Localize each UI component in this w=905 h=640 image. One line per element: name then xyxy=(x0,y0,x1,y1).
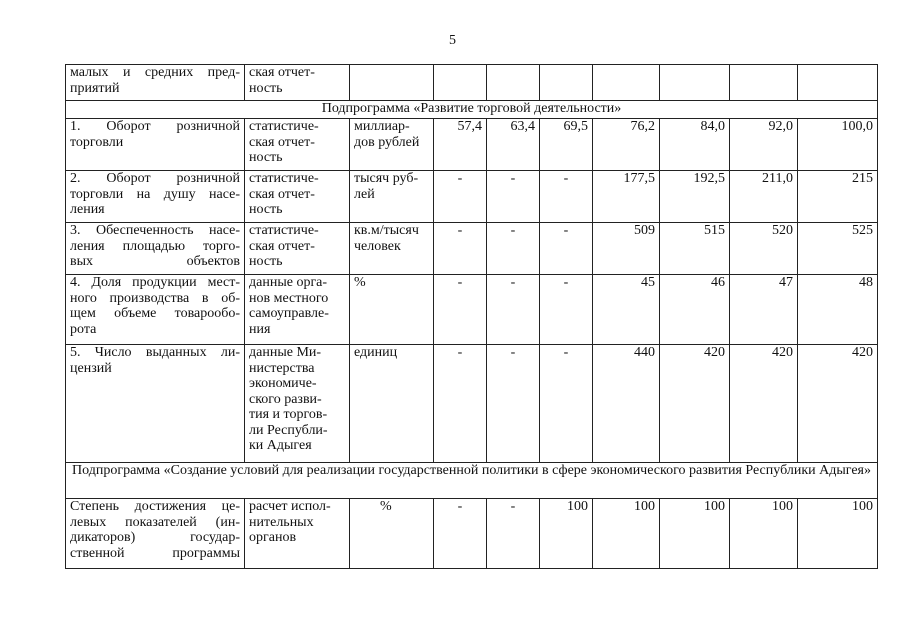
value-cell xyxy=(487,65,540,101)
unit: кв.м/тысяч человек xyxy=(350,223,434,275)
value-cell: 177,5 xyxy=(593,171,660,223)
value-cell: - xyxy=(540,171,593,223)
value-cell xyxy=(434,65,487,101)
table-row xyxy=(66,275,878,345)
value-cell: 440 xyxy=(593,345,660,463)
data-source: данные Ми- нистерства экономиче- ского разви- тия и торгов- ли Республи- ки Адыгея xyxy=(245,345,350,463)
value-cell: - xyxy=(540,223,593,275)
value-cell: 57,4 xyxy=(434,119,487,171)
data-source: расчет испол- нительных органов xyxy=(245,499,350,569)
table-row xyxy=(66,345,878,463)
value-cell: - xyxy=(434,275,487,345)
table-row xyxy=(66,65,878,101)
value-cell: 100 xyxy=(660,499,730,569)
indicator-name: 5. Число выданных ли- цензий xyxy=(66,345,245,463)
table-row xyxy=(66,223,878,275)
indicator-name: 4. Доля продукции мест- ного производства в об- щем объеме товарообо- рота xyxy=(66,275,245,345)
value-cell: 525 xyxy=(798,223,878,275)
value-cell: - xyxy=(487,223,540,275)
unit: тысяч руб- лей xyxy=(350,171,434,223)
value-cell: 100 xyxy=(730,499,798,569)
data-source: статистиче- ская отчет- ность xyxy=(245,223,350,275)
unit xyxy=(350,65,434,101)
data-source: данные орга- нов местного самоуправле- ния xyxy=(245,275,350,345)
value-cell: 192,5 xyxy=(660,171,730,223)
value-cell: 46 xyxy=(660,275,730,345)
unit: % xyxy=(350,275,434,345)
value-cell: 76,2 xyxy=(593,119,660,171)
unit: миллиар- дов рублей xyxy=(350,119,434,171)
indicator-name: 3. Обеспеченность насе- ления площадью торго- вых объектов xyxy=(66,223,245,275)
value-cell: 515 xyxy=(660,223,730,275)
indicators-table xyxy=(65,64,878,569)
value-cell: - xyxy=(487,499,540,569)
value-cell: 100 xyxy=(540,499,593,569)
value-cell: 47 xyxy=(730,275,798,345)
value-cell: - xyxy=(434,345,487,463)
indicator-name: 2. Оборот розничной торговли на душу насе- ления xyxy=(66,171,245,223)
data-source: ская отчет- ность xyxy=(245,65,350,101)
value-cell: 100,0 xyxy=(798,119,878,171)
table-row xyxy=(66,171,878,223)
value-cell: - xyxy=(434,223,487,275)
value-cell xyxy=(593,65,660,101)
value-cell: 211,0 xyxy=(730,171,798,223)
value-cell: 84,0 xyxy=(660,119,730,171)
table-row xyxy=(66,119,878,171)
value-cell: 420 xyxy=(798,345,878,463)
table-row xyxy=(66,499,878,569)
value-cell xyxy=(730,65,798,101)
data-source: статистиче- ская отчет- ность xyxy=(245,171,350,223)
value-cell: - xyxy=(487,275,540,345)
section-row xyxy=(66,463,878,499)
section-title: Подпрограмма «Развитие торговой деятельности» xyxy=(66,101,878,119)
value-cell xyxy=(540,65,593,101)
value-cell: 100 xyxy=(593,499,660,569)
value-cell: - xyxy=(540,345,593,463)
section-title: Подпрограмма «Создание условий для реализации государственной политики в сфере экономического развития Республики Адыгея» xyxy=(66,463,878,499)
section-row xyxy=(66,101,878,119)
value-cell: - xyxy=(540,275,593,345)
indicator-name: Степень достижения це- левых показателей (ин- дикаторов) государ- ственной программы xyxy=(66,499,245,569)
value-cell: - xyxy=(434,171,487,223)
value-cell xyxy=(798,65,878,101)
data-source: статистиче- ская отчет- ность xyxy=(245,119,350,171)
value-cell: 45 xyxy=(593,275,660,345)
value-cell: 92,0 xyxy=(730,119,798,171)
indicator-name: 1. Оборот розничной торговли xyxy=(66,119,245,171)
value-cell: 100 xyxy=(798,499,878,569)
value-cell: 48 xyxy=(798,275,878,345)
value-cell: 420 xyxy=(660,345,730,463)
value-cell: 215 xyxy=(798,171,878,223)
value-cell xyxy=(660,65,730,101)
value-cell: 69,5 xyxy=(540,119,593,171)
value-cell: - xyxy=(487,345,540,463)
indicator-name: малых и средних пред- приятий xyxy=(66,65,245,101)
value-cell: - xyxy=(487,171,540,223)
value-cell: 420 xyxy=(730,345,798,463)
value-cell: 509 xyxy=(593,223,660,275)
value-cell: - xyxy=(434,499,487,569)
page-number: 5 xyxy=(449,33,456,48)
unit: единиц xyxy=(350,345,434,463)
value-cell: 520 xyxy=(730,223,798,275)
value-cell: 63,4 xyxy=(487,119,540,171)
unit: % xyxy=(350,499,434,569)
